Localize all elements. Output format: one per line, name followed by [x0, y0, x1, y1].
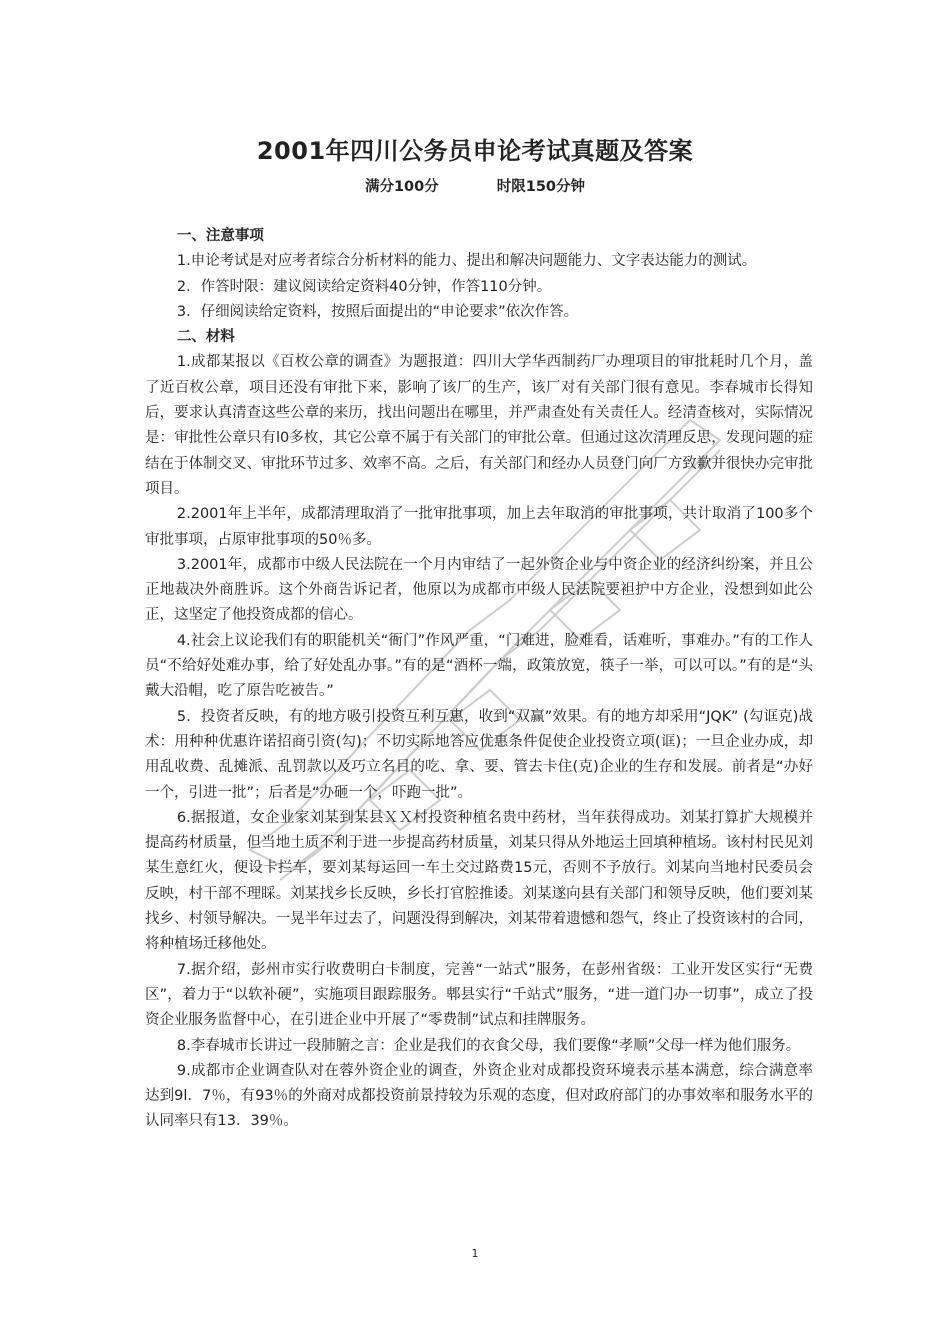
document-body: [145, 224, 813, 1135]
paragraph: 2．作答时限：建议阅读给定资料40分钟，作答110分钟。: [176, 278, 552, 295]
paragraph: 3.2001年，成都市中级人民法院在一个月内审结了一起外资企业与中资企业的经济纠纷案，并且公正地裁决外商胜诉。这个外商告诉记者，他原以为成都市中级人民法院要袒护中方企业，没想到如此公正，这坚定了他投资成都的信心。: [145, 556, 813, 624]
paragraph: 2.2001年上半年，成都清理取消了一批审批事项，加上去年取消的审批事项，共计取消了100多个审批事项，占原审批事项的50％多。: [145, 506, 813, 548]
paragraph: 4.社会上议论我们有的职能机关“衙门”作风严重，“门难进，脸难看，话难听，事难办。”有的工作人员“不给好处难办事，给了好处乱办事。”有的是“酒杯一端，政策放宽，筷子一举，可以可以。”有的是“头戴大沿帽，吃了原告吃被告。”: [145, 632, 813, 700]
section-heading: 二、材料: [176, 329, 235, 346]
paragraph: 7.据介绍，彭州市实行收费明白卡制度，完善“一站式”服务，在彭州省级：工业开发区实行“无费区”，着力于“以软补硬”，实施项目跟踪服务。郫县实行“千站式”服务，“进一道门办一切事”，成立了投资企业服务监督中心，在引进企业中开展了“零费制”试点和挂牌服务。: [145, 961, 813, 1029]
paragraph: 6.据报道，女企业家刘某到某县ＸＸ村投资种植名贵中药材，当年获得成功。刘某打算扩大规模并提高药材质量，但当地土质不利于进一步提高药材质量，刘某只得从外地运土回填种植场。该村村民见刘某生意红火，便设卡拦车，要刘某每运回一车土交过路费15元，否则不予放行。刘某向当地村民委员会反映，村干部不理睬。刘某找乡长反映，乡长打官腔推诿。刘某遂向县有关部门和领导反映，他们要刘某找乡、村领导解决。一晃半年过去了，问题没得到解决，刘某带着遗憾和怨气，终止了投资该村的合同，将种植场迁移他处。: [145, 809, 813, 953]
time-limit: 时限150分钟: [496, 179, 586, 195]
paragraph: 1.成都某报以《百枚公章的调查》为题报道：四川大学华西制药厂办理项目的审批耗时几个月，盖了近百枚公章，项目还没有审批下来，影响了该厂的生产，该厂对有关部门很有意见。李春城市长得知后，要求认真清查这些公章的来历，找出问题出在哪里，并严肃查处有关责任人。经清查核对，实际情况是：审批性公章只有l0多枚，其它公章不属于有关部门的审批公章。但通过这次清理反思，发现问题的症结在于体制交叉、审批环节过多、效率不高。之后，有关部门和经办人员登门向厂方致歉并很快办完审批项目。: [145, 354, 813, 497]
paragraph: 9.成都市企业调查队对在蓉外资企业的调查，外资企业对成都投资环境表示基本满意，综合满意率达到9l．7％，有93％的外商对成都投资前景持较为乐观的态度，但对政府部门的办事效率和服务水平的认同率只有13．39％。: [145, 1062, 813, 1130]
paragraph: 3．仔细阅读给定资料，按照后面提出的“申论要求”依次作答。: [176, 303, 579, 320]
full-score: 满分100分: [364, 179, 439, 195]
paragraph: 1.申论考试是对应考者综合分析材料的能力、提出和解决问题能力、文字表达能力的测试。: [176, 253, 757, 270]
paragraph: 5．投资者反映，有的地方吸引投资互利互惠，收到“双赢”效果。有的地方却采用“JQK” (勾诓克)战术：用种种优惠许诺招商引资(勾)；不切实际地答应优惠条件促使企业投资立项(诓)；一旦企业办成，却用乱收费、乱摊派、乱罚款以及巧立名目的吃、拿、要、管去卡住(克)企业的生存和发展。前者是“办好一个，引进一批”；后者是“办砸一个，吓跑一批”。: [145, 708, 813, 801]
paragraph: 8.李春城市长讲过一段肺腑之言：企业是我们的衣食父母，我们要像“孝顺”父母一样为他们服务。: [176, 1037, 801, 1054]
document-title: 2001年四川公务员申论考试真题及答案: [256, 137, 694, 165]
section-heading: 一、注意事项: [176, 228, 264, 244]
exam-info: [0, 175, 950, 199]
page-number: 1: [471, 1247, 479, 1260]
